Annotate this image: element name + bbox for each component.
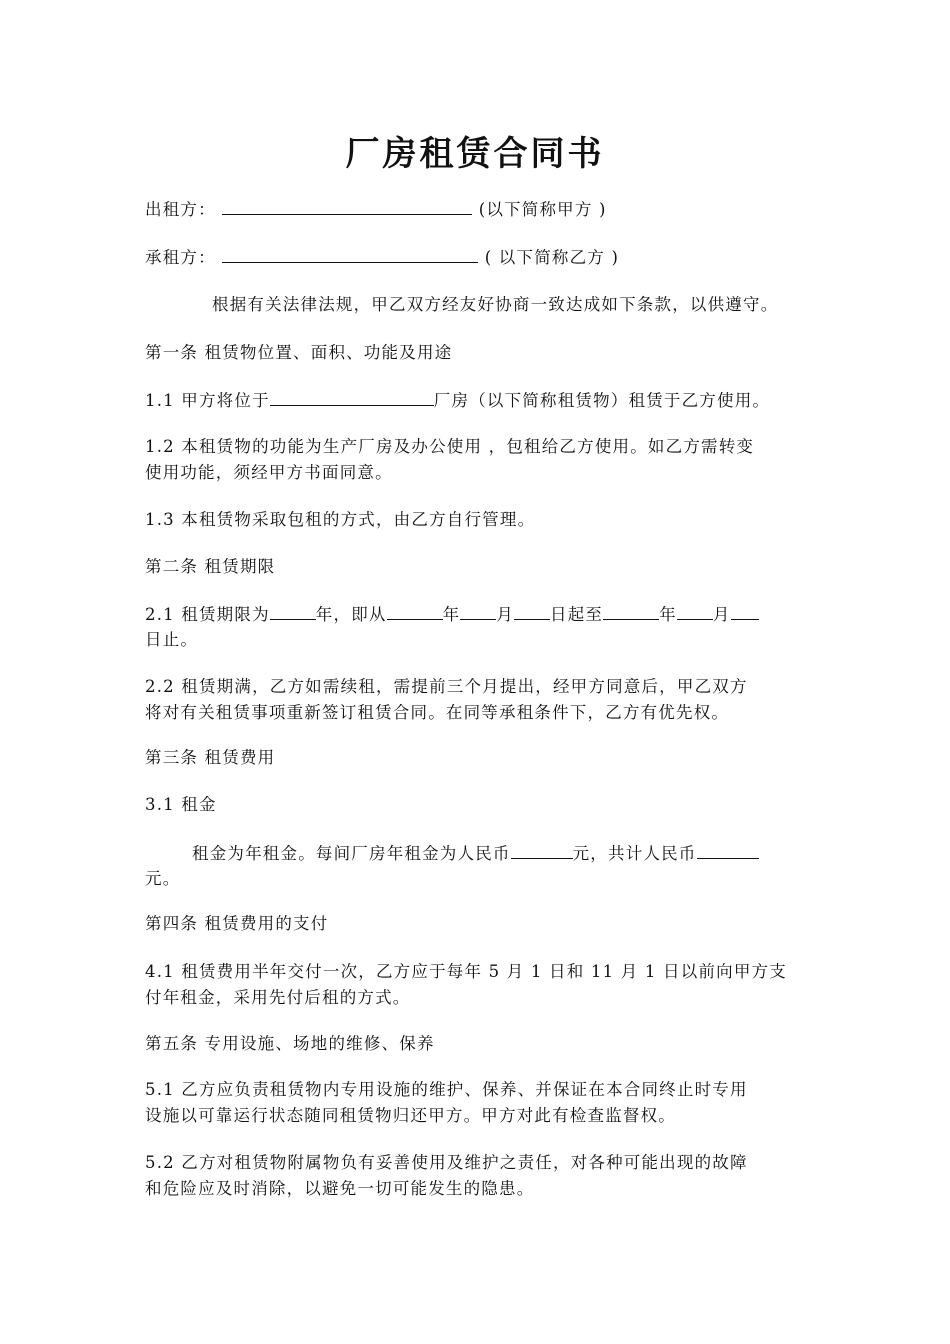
clause-1-1-text-b: 厂房（以下简称租赁物）租赁于乙方使用。	[433, 391, 771, 410]
rent-text-a: 租金为年租金。每间厂房年租金为人民币	[192, 844, 511, 863]
article-1-heading: 第一条 租赁物位置、面积、功能及用途	[145, 343, 453, 362]
lessee-line	[145, 244, 619, 271]
start-year-blank[interactable]	[387, 601, 443, 620]
clause-5-1-line-1: 5.1 乙方应负责租赁物内专用设施的维护、保养、并保证在本合同终止时专用	[145, 1080, 748, 1099]
lessee-blank[interactable]	[222, 244, 478, 263]
clause-1-2-line-1: 1.2 本租赁物的功能为生产厂房及办公使用 ，包租给乙方使用。如乙方需转变	[145, 437, 755, 456]
start-month-blank[interactable]	[460, 601, 496, 620]
annual-rent-blank[interactable]	[511, 840, 573, 859]
clause-5-2-line-1: 5.2 乙方对租赁物附属物负有妥善使用及维护之责任，对各种可能出现的故障	[145, 1153, 748, 1172]
clause-2-1-text-e: 日起至	[550, 605, 604, 624]
clause-2-1-text-d: 月	[496, 605, 515, 624]
lessee-note: ( 以下简称乙方 )	[484, 248, 620, 267]
clause-2-1-text-f: 年	[659, 605, 677, 624]
article-5-heading: 第五条 专用设施、场地的维修、保养	[145, 1034, 435, 1053]
clause-2-2-line-2: 将对有关租赁事项重新签订租赁合同。在同等承租条件下，乙方有优先权。	[145, 703, 730, 722]
rent-text-b: 元，共计人民币	[572, 844, 697, 863]
start-day-blank[interactable]	[514, 601, 550, 620]
clause-4-1-line-2: 付年租金，采用先付后租的方式。	[145, 988, 411, 1007]
clause-4-1-line-1: 4.1 租赁费用半年交付一次，乙方应于每年 5 月 1 日和 11 月 1 日以前向甲方支	[145, 962, 787, 981]
clause-3-1-heading: 3.1 租金	[145, 795, 217, 814]
clause-1-1	[145, 387, 770, 414]
article-2-heading: 第二条 租赁期限	[145, 557, 276, 576]
clause-5-2-line-2: 和危险应及时消除，以避免一切可能发生的隐患。	[145, 1179, 535, 1198]
clause-2-1-text-b: 年，即从	[315, 605, 387, 624]
intro-paragraph: 根据有关法律法规，甲乙双方经友好协商一致达成如下条款，以供遵守。	[212, 295, 779, 314]
end-day-blank[interactable]	[731, 601, 759, 620]
document-title: 厂房租赁合同书	[345, 134, 605, 174]
lessor-note: (以下简称甲方 )	[478, 200, 607, 219]
lessor-blank[interactable]	[222, 196, 472, 215]
clause-1-2-line-2: 使用功能，须经甲方书面同意。	[145, 463, 393, 482]
clause-2-1-line-2: 日止。	[145, 630, 199, 649]
clause-2-1-text-g: 月	[712, 605, 731, 624]
clause-2-2-line-1: 2.2 租赁期满，乙方如需续租，需提前三个月提出，经甲方同意后，甲乙双方	[145, 677, 748, 696]
lessee-label: 承租方：	[145, 248, 216, 267]
end-year-blank[interactable]	[603, 601, 659, 620]
clause-1-1-text-a: 1.1 甲方将位于	[145, 391, 270, 410]
location-blank[interactable]	[270, 387, 434, 406]
clause-1-3: 1.3 本租赁物采取包租的方式，由乙方自行管理。	[145, 510, 536, 529]
end-month-blank[interactable]	[677, 601, 713, 620]
clause-3-1-body-line-2: 元。	[145, 869, 181, 888]
clause-3-1-body-line-1	[192, 840, 759, 867]
total-rent-blank[interactable]	[697, 840, 759, 859]
clause-2-1-line-1	[145, 601, 759, 628]
lessor-line	[145, 196, 607, 223]
article-4-heading: 第四条 租赁费用的支付	[145, 914, 329, 933]
clause-2-1-text-a: 2.1 租赁期限为	[145, 605, 270, 624]
clause-5-1-line-2: 设施以可靠运行状态随同租赁物归还甲方。甲方对此有检查监督权。	[145, 1106, 676, 1125]
term-years-blank[interactable]	[270, 601, 316, 620]
lessor-label: 出租方：	[145, 200, 216, 219]
clause-2-1-text-c: 年	[442, 605, 461, 624]
article-3-heading: 第三条 租赁费用	[145, 748, 276, 767]
